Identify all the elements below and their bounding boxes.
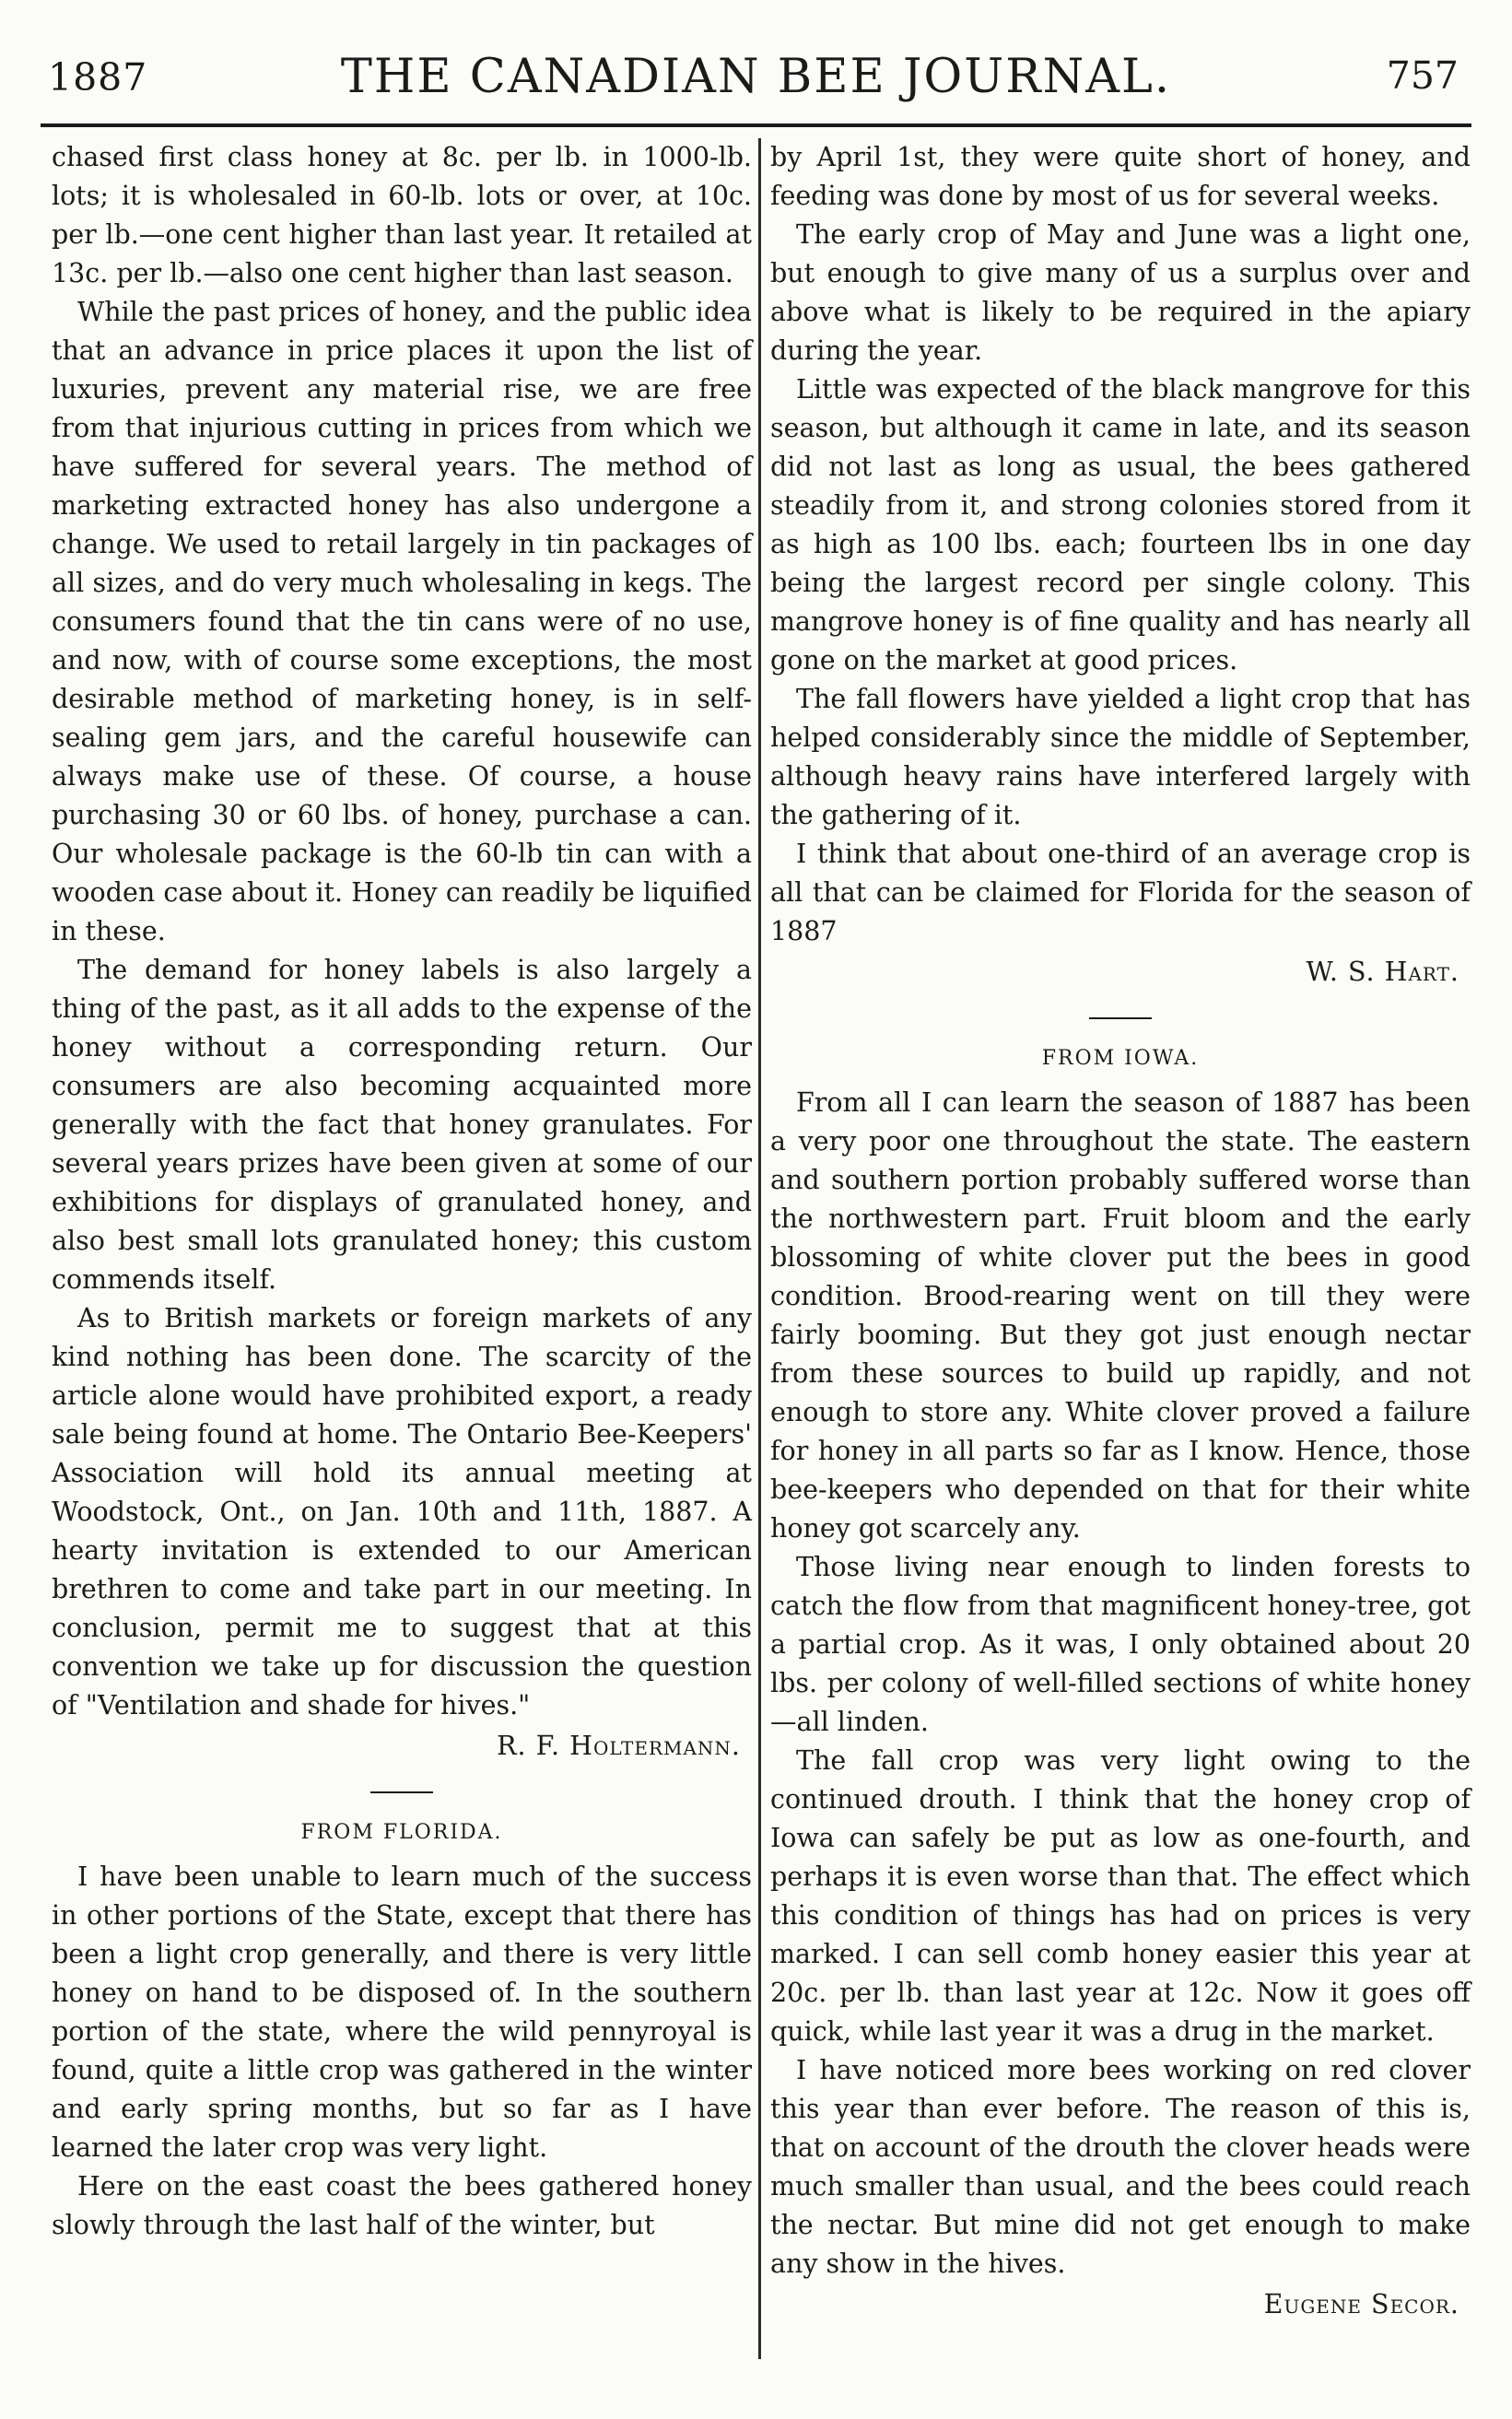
article-paragraph: The early crop of May and June was a light one, but enough to give many of us a surplus over and above what is likely to be required in the apiary during the year.	[770, 219, 1471, 366]
section-separator	[370, 1791, 433, 1793]
author-signature: W. S. Hart.	[1306, 957, 1459, 987]
article-paragraph: I have noticed more bees working on red clover this year than ever before. The reason of this is, that on account of the drouth the clover heads were much smaller than usual, and the bees could reach the nectar. But mine did not get enough to make any show in the hives.	[770, 2055, 1471, 2279]
article-paragraph: The demand for honey labels is also largely a thing of the past, as it all adds to the expense of the honey without a corresponding return. Our consumers are also becoming acquainted more generally with the fact that honey granulates. For several years prizes have been given at some of our exhibitions for displays of granulated honey, and also best small lots granulated honey; this custom commends itself.	[52, 955, 752, 1295]
column-divider	[758, 138, 761, 2359]
section-separator	[1089, 1017, 1152, 1019]
article-paragraph: I have been unable to learn much of the success in other portions of the State, except that there has been a light crop generally, and there is very little honey on hand to be disposed of. In the southern portion of the state, where the wild pennyroyal is found, quite a little crop was gathered in the winter and early spring months, but so far as I have learned the later crop was very light.	[52, 1861, 752, 2163]
page-header	[46, 48, 1466, 112]
article-paragraph: I think that about one-third of an average crop is all that can be claimed for Florida for the season of 1887	[770, 839, 1471, 946]
article-paragraph: As to British markets or foreign markets of any kind nothing has been done. The scarcity of the article alone would have prohibited export, a ready sale being found at home. The Ontario Bee-Keepers' Association will hold its annual meeting at Woodstock, Ont., on Jan. 10th and 11th, 1887. A hearty invitation is extended to our American brethren to come and take part in our meeting. In conclusion, permit me to suggest that at this convention we take up for discussion the question of "Ventilation and shade for hives."	[52, 1303, 752, 1720]
article-paragraph: From all I can learn the season of 1887 has been a very poor one throughout the state. The eastern and southern portion probably suffered worse than the northwestern part. Fruit bloom and the early blossoming of white clover put the bees in good condition. Brood-rearing went on till they were fairly booming. But they got just enough nectar from these sources to build up rapidly, and not enough to store any. White clover proved a failure for honey in all parts so far as I know. Hence, those bee-keepers who depended on that for their white honey got scarcely any.	[770, 1087, 1471, 1544]
article-paragraph: Those living near enough to linden forests to catch the flow from that magnificent honey-tree, got a partial crop. As it was, I only obtained about 20 lbs. per colony of well-filled sections of white honey—all linden.	[770, 1552, 1471, 1737]
article-paragraph: chased first class honey at 8c. per lb. in 1000-lb. lots; it is wholesaled in 60-lb. lots or over, at 10c. per lb.—one cent higher than last year. It retailed at 13c. per lb.—also one cent higher than last season.	[52, 142, 752, 288]
right-column	[770, 138, 1471, 2324]
header-rule	[41, 123, 1471, 127]
article-paragraph: The fall crop was very light owing to the continued drouth. I think that the honey crop of Iowa can safely be put as low as one-fourth, and perhaps it is even worse than that. The effect which this condition of things has had on prices is very marked. I can sell comb honey easier this year at 20c. per lb. than last year at 12c. Now it goes off quick, while last year it was a drug in the market.	[770, 1745, 1471, 2047]
article-paragraph: While the past prices of honey, and the public idea that an advance in price places it upon the list of luxuries, prevent any material rise, we are free from that injurious cutting in prices from which we have suffered for several years. The method of marketing extracted honey has also undergone a change. We used to retail largely in tin packages of all sizes, and do very much wholesaling in kegs. The consumers found that the tin cans were of no use, and now, with of course some exceptions, the most desirable method of marketing honey, is in self-sealing gem jars, and the careful housewife can always make use of these. Of course, a house purchasing 30 or 60 lbs. of honey, purchase a can. Our wholesale package is the 60-lb tin can with a wooden case about it. Honey can readily be liquified in these.	[52, 297, 752, 946]
article-paragraph: The fall flowers have yielded a light crop that has helped considerably since the middle of September, although heavy rains have interfered largely with the gathering of it.	[770, 684, 1471, 830]
article-paragraph: Here on the east coast the bees gathered honey slowly through the last half of the winter, but	[52, 2171, 752, 2240]
left-column	[52, 138, 752, 2245]
page-number: 757	[1386, 53, 1459, 98]
section-heading-iowa: FROM IOWA.	[1041, 1047, 1200, 1070]
author-signature: R. F. Holtermann.	[497, 1731, 741, 1761]
article-paragraph: Little was expected of the black mangrove for this season, but although it came in late, and its season did not last as long as usual, the bees gathered steadily from it, and strong colonies stored from it as high as 100 lbs. each; fourteen lbs in one day being the largest record per single colony. This mangrove honey is of fine quality and has nearly all gone on the market at good prices.	[770, 374, 1471, 675]
article-paragraph: by April 1st, they were quite short of honey, and feeding was done by most of us for several weeks.	[770, 142, 1471, 211]
journal-title: THE CANADIAN BEE JOURNAL.	[340, 50, 1172, 104]
author-signature: Eugene Secor.	[1263, 2289, 1459, 2319]
header-year: 1887	[48, 55, 148, 100]
section-heading-florida: FROM FLORIDA.	[300, 1821, 503, 1844]
